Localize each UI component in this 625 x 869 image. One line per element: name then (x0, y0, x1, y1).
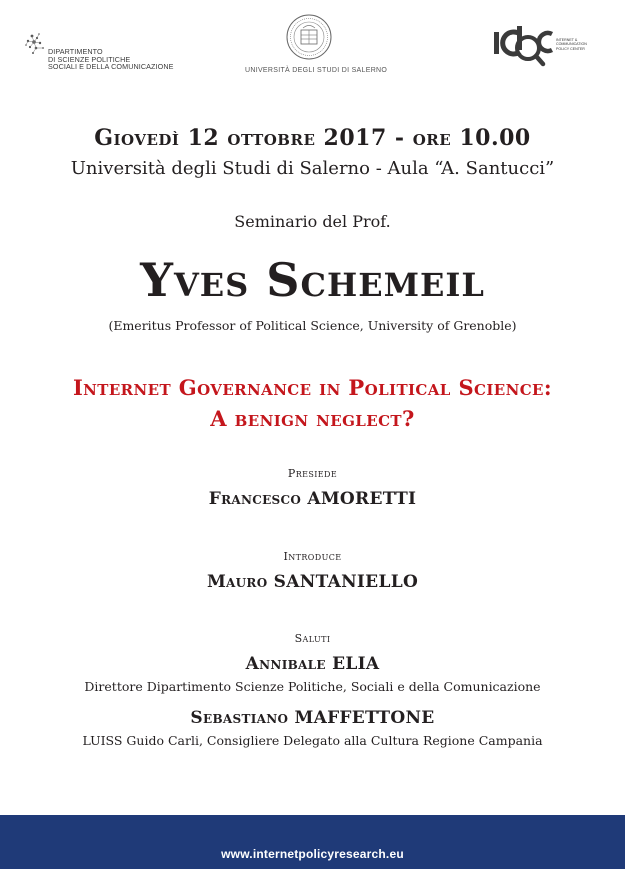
university-name: UNIVERSITÀ DEGLI STUDI DI SALERNO (245, 67, 388, 74)
website-link[interactable]: www.internetpolicyresearch.eu (221, 847, 404, 861)
chair-role: Presiede (287, 467, 338, 480)
event-venue: Università degli Studi di Salerno - Aula “A. Santucci” (70, 158, 555, 179)
greeter-desc-2: LUISS Guido Carli, Consigliere Delegato alla Cultura Regione Campania (82, 733, 543, 748)
speaker-name: Yves Schemeil (140, 253, 485, 307)
talk-title-line-1: Internet Governance in Political Science: (72, 375, 553, 400)
department-logo (24, 28, 194, 78)
greeter-name-2: Sebastiano MAFFETTONE (190, 708, 435, 728)
speaker-affiliation: (Emeritus Professor of Political Science, University of Grenoble) (108, 318, 517, 333)
department-name: DIPARTIMENTO DI SCIENZE POLITICHE SOCIALI E DELLA COMUNICAZIONE (48, 47, 174, 72)
talk-title (0, 372, 625, 434)
university-seal-icon (286, 14, 332, 60)
network-dots-icon (24, 32, 50, 58)
center-logo (490, 20, 590, 74)
footer-bar (0, 815, 625, 869)
icpc-magnifier-icon (490, 20, 562, 74)
greeter-name-1: Annibale ELIA (245, 654, 380, 674)
chair-name: Francesco AMORETTI (208, 489, 417, 509)
intro-role: Introduce (283, 550, 342, 563)
center-name: INTERNET & COMMUNICATION POLICY CENTER (556, 38, 587, 51)
greeter-desc-1: Direttore Dipartimento Scienze Politiche, Sociali e della Comunicazione (84, 679, 541, 694)
university-logo (245, 14, 388, 80)
greetings-role: Saluti (294, 632, 331, 645)
logo-header (0, 0, 625, 90)
event-date: Giovedì 12 ottobre 2017 - ore 10.00 (94, 125, 531, 151)
talk-title-line-2: A benign neglect? (210, 406, 415, 431)
intro-name: Mauro SANTANIELLO (206, 572, 419, 592)
seminar-label: Seminario del Prof. (234, 212, 391, 231)
